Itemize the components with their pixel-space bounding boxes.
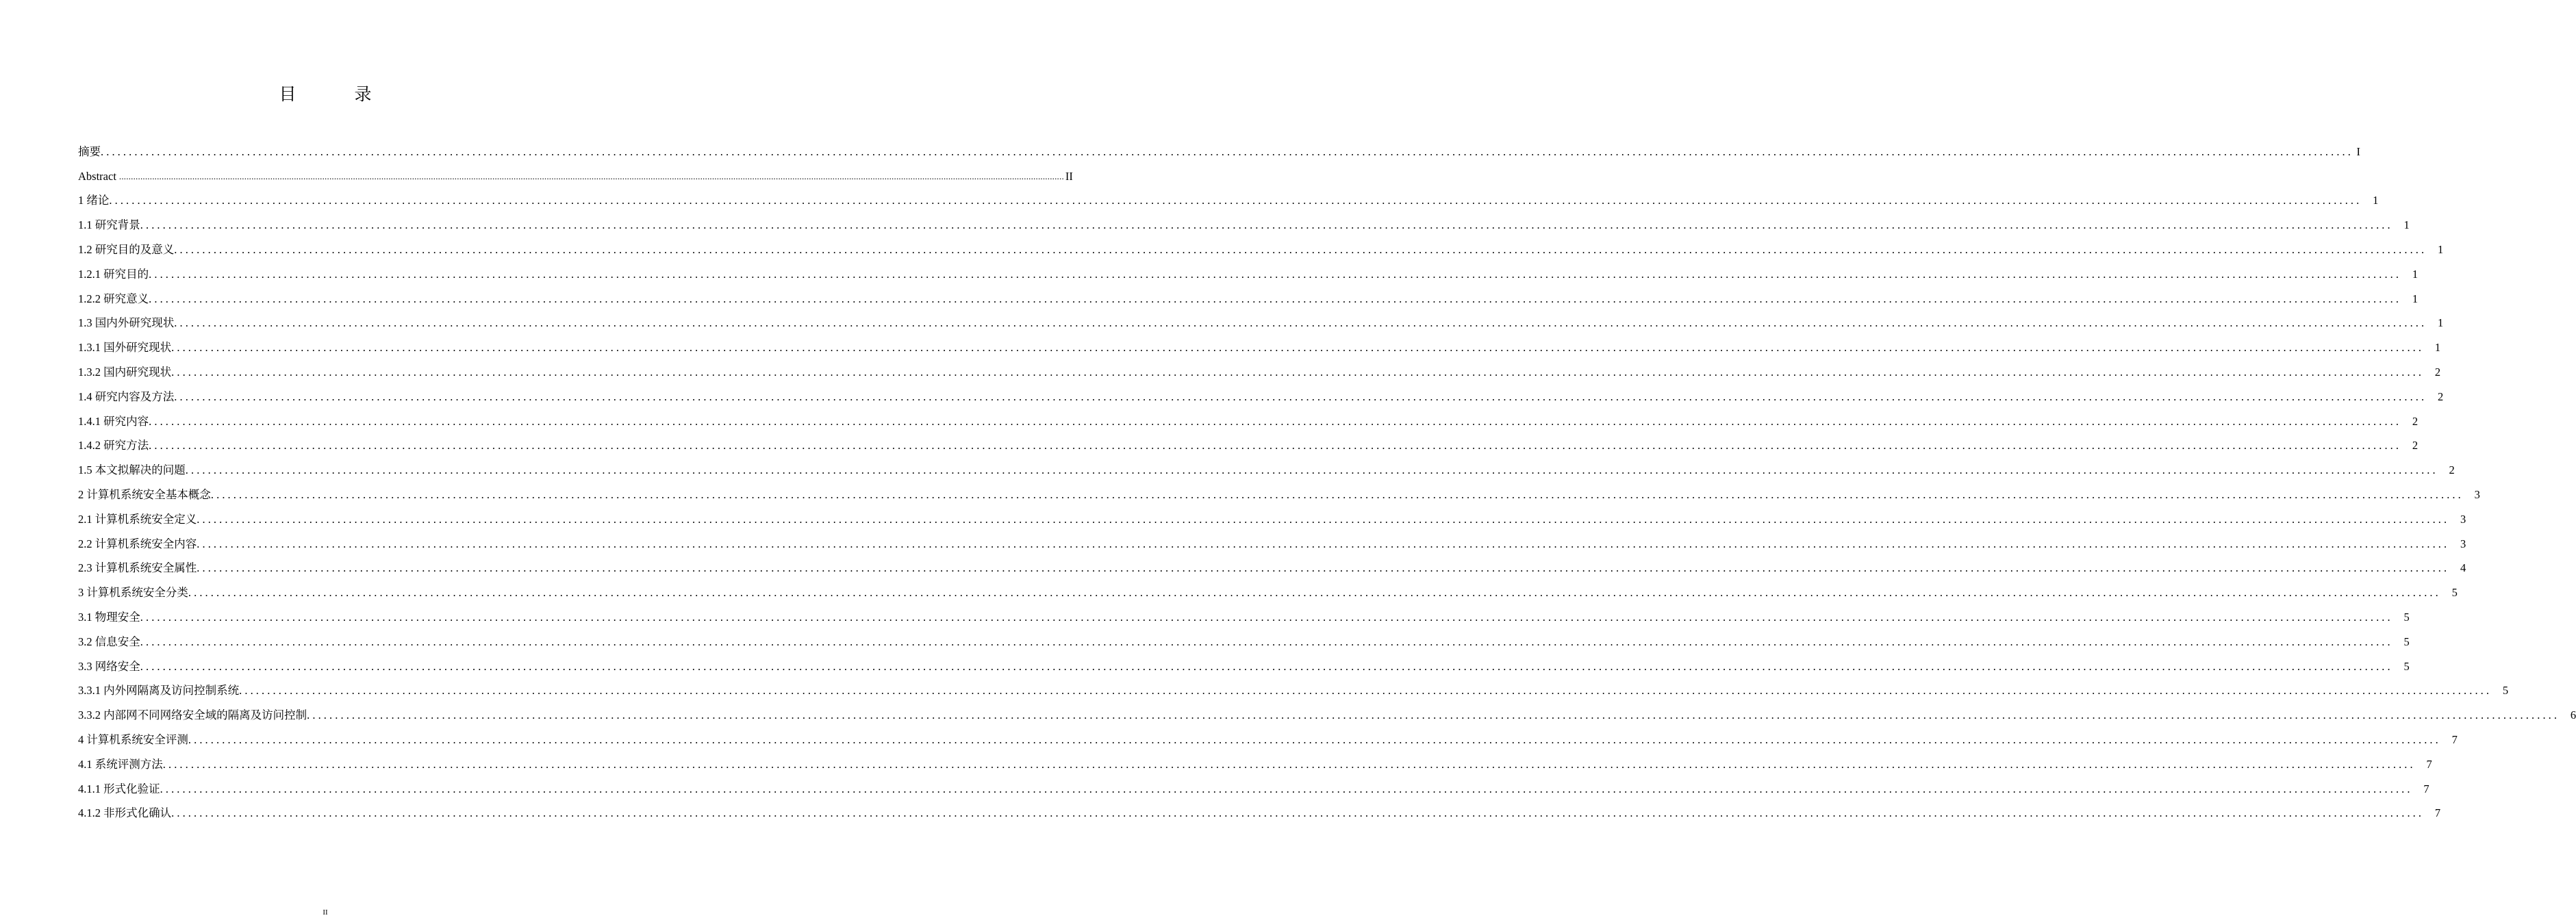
toc-entry[interactable] bbox=[78, 306, 2444, 331]
toc-entry[interactable] bbox=[78, 232, 2444, 257]
toc-entry[interactable] bbox=[78, 551, 2466, 576]
dot-leader: ................................................................................................................................................................................................................................................................................................................................................................................................................ bbox=[140, 218, 2393, 232]
toc-entry[interactable] bbox=[78, 502, 2466, 526]
toc-entry-label: 1 绪论 bbox=[78, 194, 110, 207]
toc-entry-page: 3 bbox=[2460, 512, 2466, 526]
toc-entry[interactable] bbox=[78, 649, 2410, 674]
dot-leader: ................................................................................................................................................................................................................................................................................................................................................................................................................ bbox=[149, 292, 2402, 305]
toc-entry[interactable] bbox=[78, 624, 2410, 649]
toc-entry-label: 2.1 计算机系统安全定义 bbox=[78, 512, 197, 526]
toc-entry-label: 3.3 网络安全 bbox=[78, 659, 140, 673]
toc-entry-label: 1.2.2 研究意义 bbox=[78, 292, 149, 305]
dot-leader: ................................................................................................................................................................................................................................................................................................................................................................................................................ bbox=[174, 389, 2427, 403]
toc-entry-page: I bbox=[2356, 144, 2360, 158]
toc-entry-label: 1.2.1 研究目的 bbox=[78, 267, 149, 281]
toc-entry[interactable] bbox=[78, 526, 2466, 551]
toc-entry-page: 2 bbox=[2434, 365, 2441, 379]
toc-entry-page: 5 bbox=[2403, 610, 2410, 624]
toc-entry[interactable] bbox=[78, 404, 2419, 429]
toc-entry-page: 4 bbox=[2460, 561, 2466, 575]
toc-entry-page: 7 bbox=[2451, 732, 2458, 746]
dot-leader: ................................................................................................................................................................................................................................................................................................................................................................................................................ bbox=[307, 708, 2560, 722]
toc-entry-page: 6 bbox=[2570, 708, 2576, 722]
toc-entry-label: 2.2 计算机系统安全内容 bbox=[78, 537, 197, 550]
dot-leader: ................................................................................................................................................................................................................................................................................................................................................................................................................ bbox=[101, 144, 2353, 158]
toc-entry-page: 5 bbox=[2403, 635, 2410, 648]
toc-entry[interactable] bbox=[78, 771, 2429, 796]
toc-entry-label: 4 计算机系统安全评测 bbox=[78, 732, 188, 746]
dot-leader: ................................................................................................................................................................................................................................................................................................................................................................................................................ bbox=[174, 242, 2427, 256]
toc-title: 目 录 bbox=[279, 84, 392, 104]
toc-entry[interactable] bbox=[78, 698, 2576, 722]
toc-entry-label: 3.3.2 内部网不同网络安全域的隔离及访问控制 bbox=[78, 708, 307, 722]
dot-leader: ................................................................................................................................................................................................................................................................................................................................................................................................................ bbox=[188, 732, 2441, 746]
toc-entry[interactable] bbox=[78, 183, 2379, 208]
toc-entry-page: 3 bbox=[2460, 537, 2466, 550]
toc-entry-page: 1 bbox=[2434, 341, 2441, 355]
toc-entry-page: 1 bbox=[2438, 242, 2444, 256]
toc-entry-page: 5 bbox=[2403, 659, 2410, 673]
toc-entry-label: 3.1 物理安全 bbox=[78, 610, 140, 624]
toc-entry-page: 7 bbox=[2426, 757, 2432, 771]
toc-entry-label: 4.1.2 非形式化确认 bbox=[78, 806, 172, 820]
toc-entry[interactable] bbox=[78, 330, 2441, 355]
dot-leader: ................................................................................................................................................................................................................................................................................................................................................................................................................ bbox=[239, 684, 2492, 698]
dot-leader: ................................................................................................................................................................................................................................................................................................................................................................................................................ bbox=[140, 635, 2393, 648]
toc-entry-label: 1.2 研究目的及意义 bbox=[78, 242, 175, 256]
dot-leader: ................................................................................................................................................................................................................................................................................................................................................................................................................ bbox=[109, 194, 2362, 207]
toc-entry-label: 3.3.1 内外网隔离及访问控制系统 bbox=[78, 684, 240, 698]
dot-leader: ................................................................................................................................................................................................................................................................................................................................................................................................................ bbox=[197, 512, 2450, 526]
dot-leader: ................................................................................................................................................................................................................................................................................................................................................................................................................ bbox=[149, 439, 2402, 452]
toc-entry-label: 3.2 信息安全 bbox=[78, 635, 140, 648]
toc-entry-page: 7 bbox=[2423, 782, 2429, 795]
toc-entry[interactable] bbox=[78, 134, 2360, 159]
dot-leader: ................................................................................................................................................................................................................................................................................................................................................................................................................ bbox=[197, 561, 2450, 575]
toc-entry[interactable] bbox=[78, 796, 2441, 821]
toc-entry-page: 2 bbox=[2412, 414, 2419, 428]
footer-page-number: II bbox=[323, 908, 328, 917]
toc-entry[interactable] bbox=[78, 379, 2444, 404]
toc-entry[interactable] bbox=[78, 159, 1073, 183]
dot-leader: ................................................................................................................................................................................................................................................................................................................................................................................................................ bbox=[118, 170, 1064, 181]
toc-entry-label: 4.1 系统评测方法 bbox=[78, 757, 163, 771]
dot-leader: ................................................................................................................................................................................................................................................................................................................................................................................................................ bbox=[162, 757, 2416, 771]
toc-entry[interactable] bbox=[78, 722, 2458, 747]
dot-leader: ................................................................................................................................................................................................................................................................................................................................................................................................................ bbox=[149, 414, 2402, 428]
toc-entry-page: 7 bbox=[2434, 806, 2441, 820]
toc-entry-label: 1.5 本文拟解决的问题 bbox=[78, 463, 186, 477]
toc-entry[interactable] bbox=[78, 600, 2410, 624]
toc-entry-label: 1.1 研究背景 bbox=[78, 218, 140, 232]
toc-entry-label: 摘要 bbox=[78, 144, 101, 158]
toc-entry[interactable] bbox=[78, 257, 2419, 281]
toc-entry-page: 1 bbox=[2412, 292, 2419, 305]
toc-entry[interactable] bbox=[78, 575, 2458, 600]
toc-entry[interactable] bbox=[78, 355, 2441, 379]
toc-entry-page: 1 bbox=[2412, 267, 2419, 281]
dot-leader: ................................................................................................................................................................................................................................................................................................................................................................................................................ bbox=[185, 463, 2438, 477]
toc-entry[interactable] bbox=[78, 429, 2419, 453]
dot-leader: ................................................................................................................................................................................................................................................................................................................................................................................................................ bbox=[149, 267, 2402, 281]
toc-entry-label: 1.4.1 研究内容 bbox=[78, 414, 149, 428]
toc-entry-label: 2.3 计算机系统安全属性 bbox=[78, 561, 197, 575]
dot-leader: ................................................................................................................................................................................................................................................................................................................................................................................................................ bbox=[160, 782, 2413, 795]
toc-entry-label: 1.3 国内外研究现状 bbox=[78, 316, 175, 330]
toc-entry-page: 1 bbox=[2373, 194, 2379, 207]
dot-leader: ................................................................................................................................................................................................................................................................................................................................................................................................................ bbox=[174, 316, 2427, 330]
dot-leader: ................................................................................................................................................................................................................................................................................................................................................................................................................ bbox=[140, 659, 2393, 673]
toc-entry-page: 1 bbox=[2403, 218, 2410, 232]
dot-leader: ................................................................................................................................................................................................................................................................................................................................................................................................................ bbox=[171, 341, 2425, 355]
dot-leader: ................................................................................................................................................................................................................................................................................................................................................................................................................ bbox=[210, 487, 2464, 501]
toc-entry[interactable] bbox=[78, 477, 2480, 502]
toc-entry-page: II bbox=[1065, 169, 1073, 183]
toc-entry[interactable] bbox=[78, 674, 2509, 698]
toc-entry-page: 5 bbox=[2502, 684, 2509, 698]
toc-entry-page: 5 bbox=[2451, 586, 2458, 600]
dot-leader: ................................................................................................................................................................................................................................................................................................................................................................................................................ bbox=[188, 586, 2441, 600]
toc-entry-label: 2 计算机系统安全基本概念 bbox=[78, 487, 211, 501]
toc-entry-page: 2 bbox=[2412, 439, 2419, 452]
toc-entry[interactable] bbox=[78, 747, 2432, 771]
dot-leader: ................................................................................................................................................................................................................................................................................................................................................................................................................ bbox=[171, 365, 2425, 379]
toc-entry-page: 2 bbox=[2438, 389, 2444, 403]
toc-entry[interactable] bbox=[78, 281, 2419, 306]
toc-entry-page: 2 bbox=[2449, 463, 2455, 477]
toc-entry-page: 3 bbox=[2474, 487, 2480, 501]
toc-entry-label: 3 计算机系统安全分类 bbox=[78, 586, 188, 600]
toc-entry-label: 1.3.1 国外研究现状 bbox=[78, 341, 172, 355]
toc-entry-label: 1.4 研究内容及方法 bbox=[78, 389, 175, 403]
toc-entry-page: 1 bbox=[2438, 316, 2444, 330]
dot-leader: ................................................................................................................................................................................................................................................................................................................................................................................................................ bbox=[197, 537, 2450, 550]
toc-entry-label: Abstract bbox=[78, 169, 116, 183]
toc-entry-label: 1.4.2 研究方法 bbox=[78, 439, 149, 452]
toc-entry-label: 1.3.2 国内研究现状 bbox=[78, 365, 172, 379]
toc-entry[interactable] bbox=[78, 452, 2455, 477]
toc-entry-label: 4.1.1 形式化验证 bbox=[78, 782, 160, 795]
dot-leader: ................................................................................................................................................................................................................................................................................................................................................................................................................ bbox=[140, 610, 2393, 624]
toc-entry[interactable] bbox=[78, 207, 2410, 232]
toc-list bbox=[78, 134, 2576, 820]
dot-leader: ................................................................................................................................................................................................................................................................................................................................................................................................................ bbox=[171, 806, 2425, 820]
